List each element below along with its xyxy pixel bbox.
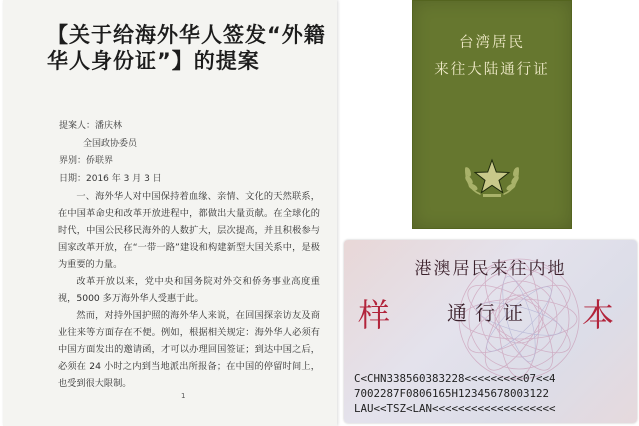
sample-mark-left: 样 xyxy=(358,296,391,334)
hk-permit-subtitle: 通行证 xyxy=(447,301,531,325)
star-wreath-emblem-icon xyxy=(456,150,528,202)
page-number: 1 xyxy=(181,392,186,400)
date-line: 日期：2016 年 3 月 3 日 xyxy=(59,173,162,184)
paragraph: 改革开放以来，党中央和国务院对外交和侨务事业高度重视，5000 多万海外华人受惠于此。 xyxy=(58,276,320,304)
taiwan-permit-cover xyxy=(412,0,572,229)
taiwan-permit-title-line2: 来往大陆通行证 xyxy=(434,62,550,78)
machine-readable-zone xyxy=(354,371,556,416)
hk-macau-permit-card xyxy=(344,240,637,423)
mrz-line: 7002287F0806165H12345678003122 xyxy=(354,387,550,400)
sector-line: 界别：侨联界 xyxy=(59,156,114,166)
document-meta xyxy=(59,118,162,188)
proposal-document xyxy=(3,0,337,426)
mrz-line: C<CHN338560383228<<<<<<<<<07<<4 xyxy=(354,372,556,385)
proposer-role: 全国政协委员 xyxy=(83,138,138,149)
mrz-line: LAU<<TSZ<LAN<<<<<<<<<<<<<<<<<<< xyxy=(354,402,556,415)
hk-permit-title: 港澳居民来往内地 xyxy=(414,259,567,279)
taiwan-permit-title-line1: 台湾居民 xyxy=(459,35,525,51)
paragraph: 一、海外华人对中国保持着血缘、亲情、文化的天然联系，在中国革命史和改革开放进程中，都做出大量贡献。在全球化的时代，中国公民移民海外的人数扩大，层次提高，并且积极参与国家改革开放，在“一带一路”建设和构建新型大国关系中，是极为重要的力量。 xyxy=(58,191,320,270)
document-title: 【关于给海外华人签发“外籍华人身份证”】的提案 xyxy=(47,23,326,73)
paragraph: 然而，对持外国护照的海外华人来说，在回国探亲访友及商业往来等方面存在不便。例如，根据相关规定：海外华人必须有中国方面发出的邀请函，才可以办理回国签证；到达中国之后，必须在 24 小时之内到当地派出所报备；在中国的停留时间上，也受到很大限制。 xyxy=(58,310,320,389)
proposer-line: 提案人：潘庆林 xyxy=(59,121,123,131)
sample-mark-right: 本 xyxy=(582,296,615,334)
document-body xyxy=(58,188,320,392)
